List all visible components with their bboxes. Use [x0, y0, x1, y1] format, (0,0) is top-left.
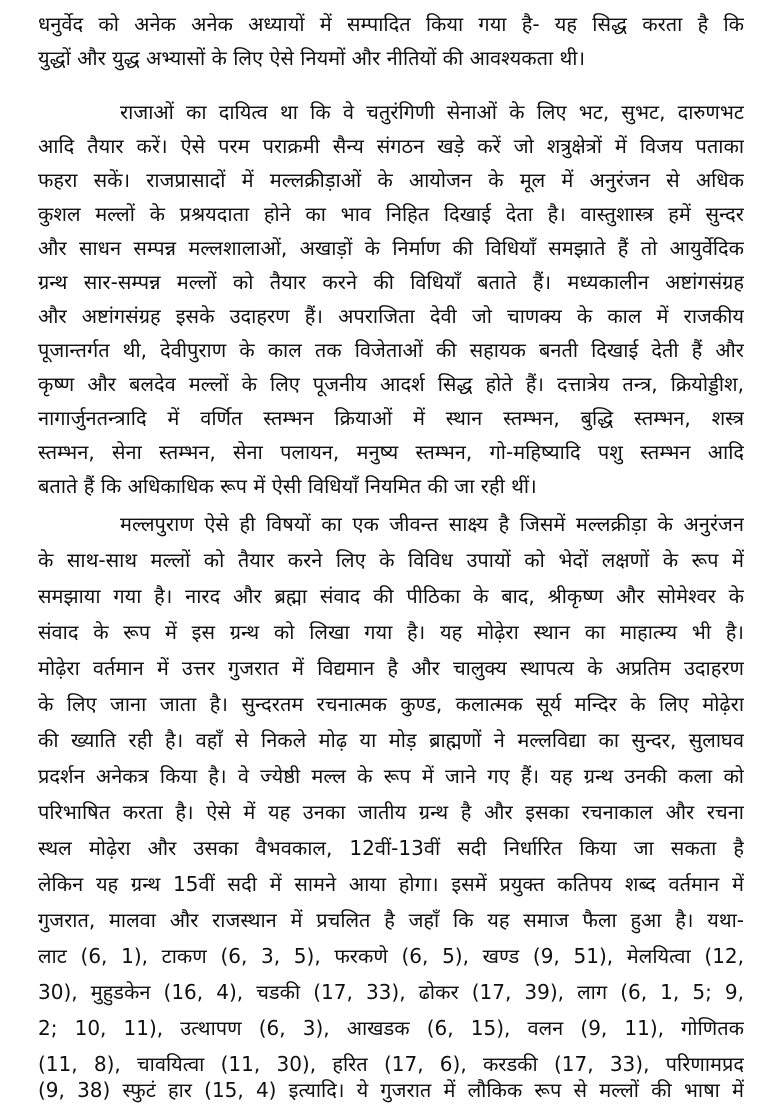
text-line: की ख्याति रही है। वहाँ से निकले मोढ़ या मोड़ ब्राह्मणों ने मल्लविद्या का सुन्दर, सुलाघव: [38, 728, 744, 752]
text-line: और अष्टांगसंग्रह इसके उदाहरण हैं। अपराजिता देवी जो चाणक्य के काल में राजकीय: [38, 304, 744, 328]
text-line: परिभाषित करता है। ऐसे में यह उनका जातीय ग्रन्थ है और इसका रचनाकाल और रचना: [38, 800, 744, 824]
text-line: धनुर्वेद को अनेक अनेक अध्यायों में सम्पादित किया गया है- यह सिद्ध करता है कि: [38, 12, 744, 36]
text-line: कुशल मल्लों के प्रश्रयदाता होने का भाव निहित दिखाई देता है। वास्तुशास्त्र हमें सुन्दर: [38, 202, 744, 226]
text-line: के साथ-साथ मल्लों को तैयार करने लिए के विविध उपायों को भेदों लक्षणों के रूप में: [38, 548, 744, 572]
text-line: संवाद के रूप में इस ग्रन्थ को लिखा गया है। यह मोढ़ेरा स्थान का माहात्म्य भी है।: [38, 620, 744, 644]
text-line: मोढ़ेरा वर्तमान में उत्तर गुजरात में विद्यमान है और चालुक्य स्थापत्य के अप्रतिम उदाहरण: [38, 656, 744, 680]
text-line: और साधन सम्पन्न मल्लशालाओं, अखाड़ों के निर्माण की विधियाँ समझाते हैं तो आयुर्वेदिक: [38, 236, 744, 260]
text-line: लेकिन यह ग्रन्थ 15वीं सदी में सामने आया होगा। इसमें प्रयुक्त कतिपय शब्द वर्तमान में: [38, 872, 744, 896]
text-line: मल्लपुराण ऐसे ही विषयों का एक जीवन्त साक्ष्य है जिसमें मल्लक्रीड़ा के अनुरंजन: [120, 512, 744, 536]
text-line: के लिए जाना जाता है। सुन्दरतम रचनात्मक कुण्ड, कलात्मक सूर्य मन्दिर के लिए मोढ़ेरा: [38, 692, 744, 716]
text-line: (11, 8), चावयित्वा (11, 30), हरित (17, 6), करडकी (17, 33), परिणामप्रद: [38, 1052, 744, 1076]
text-line: प्रदर्शन अनेकत्र किया है। वे ज्येष्ठी मल्ल के रूप में जाने गए हैं। यह ग्रन्थ उनकी कला को: [38, 764, 744, 788]
text-line: 30), मुहुडकेन (16, 4), चडकी (17, 33), ढोकर (17, 39), लाग (6, 1, 5; 9,: [38, 980, 744, 1004]
text-line: लाट (6, 1), टाकण (6, 3, 5), फरकणे (6, 5), खण्ड (9, 51), मेलयित्वा (12,: [38, 944, 744, 968]
text-line: राजाओं का दायित्व था कि वे चतुरंगिणी सेनाओं के लिए भट, सुभट, दारुणभट: [120, 100, 744, 124]
text-line: नागार्जुनतन्त्रादि में वर्णित स्तम्भन क्रियाओं में स्थान स्तम्भन, बुद्धि स्तम्भन, शस्त्र: [38, 406, 744, 430]
text-line: फहरा सकें। राजप्रासादों में मल्लक्रीड़ाओं के आयोजन के मूल में अनुरंजन से अधिक: [38, 168, 744, 192]
text-line: स्तम्भन, सेना स्तम्भन, सेना पलायन, मनुष्य स्तम्भन, गो-महिष्यादि पशु स्तम्भन आदि: [38, 440, 744, 464]
text-line: कृष्ण और बलदेव मल्लों के लिए पूजनीय आदर्श सिद्ध होते हैं। दत्तात्रेय तन्त्र, क्रियोड्डीश,: [38, 372, 744, 396]
text-line: गुजरात, मालवा और राजस्थान में प्रचलित है जहाँ कि यह समाज फैला हुआ है। यथा-: [38, 908, 744, 932]
text-line: युद्धों और युद्ध अभ्यासों के लिए ऐसे नियमों और नीतियों की आवश्यकता थी।: [38, 46, 586, 70]
text-line: ग्रन्थ सार-सम्पन्न मल्लों को तैयार करने की विधियाँ बताते हैं। मध्यकालीन अष्टांगसंग्रह: [38, 270, 744, 294]
text-line: 2; 10, 11), उत्थापण (6, 3), आखडक (6, 15), वलन (9, 11), गोणितक: [38, 1016, 744, 1040]
text-line: स्थल मोढ़ेरा और उसका वैभवकाल, 12वीं-13वीं सदी निर्धारित किया जा सकता है: [38, 836, 744, 860]
text-line: समझाया गया है। नारद और ब्रह्मा संवाद की पीठिका के बाद, श्रीकृष्ण और सोमेश्वर के: [38, 584, 744, 608]
text-line: बताते हैं कि अधिकाधिक रूप में ऐसी विधियाँ नियमित की जा रही थीं।: [38, 474, 537, 498]
text-line: (9, 38) स्फुटं हार (15, 4) इत्यादि। ये गुजरात में लौकिक रूप से मल्लों की भाषा में: [38, 1078, 744, 1102]
text-line: आदि तैयार करें। ऐसे परम पराक्रमी सैन्य संगठन खड़े करें जो शत्रुक्षेत्रों में विजय पताका: [38, 134, 744, 158]
text-line: पूजान्तर्गत थी, देवीपुराण के काल तक विजेताओं की सहायक बनती दिखाई देती हैं और: [38, 338, 744, 362]
